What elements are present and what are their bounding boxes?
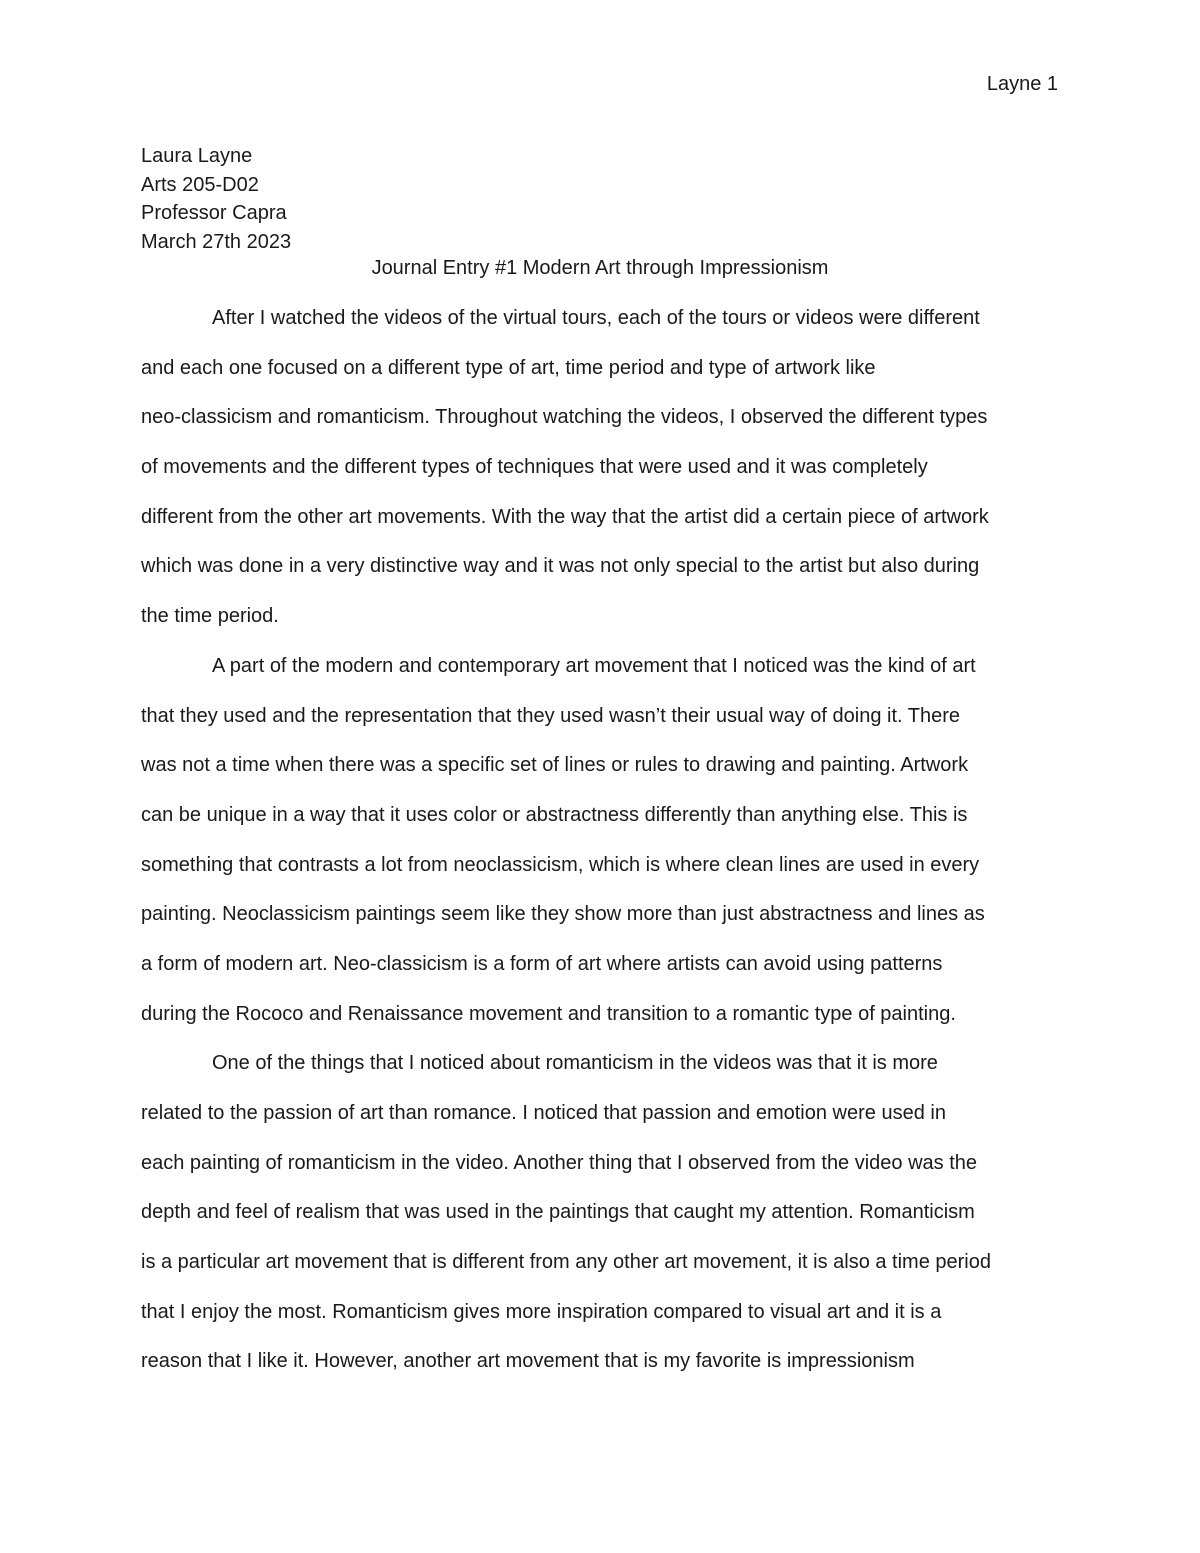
paragraph-1-line-3: neo-classicism and romanticism. Throughout watching the videos, I observed the different types xyxy=(141,406,988,429)
paragraph-2-line-4: can be unique in a way that it uses color or abstractness differently than anything else. This is xyxy=(141,803,968,826)
paragraph-2-line-6: painting. Neoclassicism paintings seem like they show more than just abstractness and lines as xyxy=(141,903,985,926)
paragraph-1-line-6: which was done in a very distinctive way and it was not only special to the artist but also during xyxy=(141,555,980,578)
course-name: Arts 205-D02 xyxy=(141,173,259,196)
paragraph-2-line-5: something that contrasts a lot from neoclassicism, which is where clean lines are used in every xyxy=(141,853,980,876)
paragraph-3-line-5: is a particular art movement that is different from any other art movement, it is also a time period xyxy=(141,1251,991,1274)
paragraph-2-line-3: was not a time when there was a specific set of lines or rules to drawing and painting. Artwork xyxy=(141,754,969,777)
professor-name: Professor Capra xyxy=(141,202,287,224)
body-text xyxy=(141,306,1141,1399)
paragraph-3-line-3: each painting of romanticism in the video. Another thing that I observed from the video was the xyxy=(141,1151,978,1174)
paragraph-3-line-7: reason that I like it. However, another art movement that is my favorite is impressionism xyxy=(141,1350,915,1373)
paragraph-2-line-2: that they used and the representation that they used wasn’t their usual way of doing it. There xyxy=(141,704,961,727)
running-head: Layne 1 xyxy=(986,73,1058,95)
paragraph-1-line-2: and each one focused on a different type of art, time period and type of artwork like xyxy=(141,356,876,379)
paragraph-1-line-7: the time period. xyxy=(141,605,279,628)
paragraph-1-line-1: After I watched the videos of the virtual tours, each of the tours or videos were different xyxy=(212,307,980,329)
paragraph-1-line-4: of movements and the different types of techniques that were used and it was completely xyxy=(141,456,928,479)
mla-heading-block xyxy=(141,142,291,256)
document-title: Journal Entry #1 Modern Art through Impressionism xyxy=(371,257,829,279)
student-name: Laura Layne xyxy=(141,145,253,167)
paragraph-3-line-2: related to the passion of art than romance. I noticed that passion and emotion were used in xyxy=(141,1102,946,1124)
paragraph-2-line-7: a form of modern art. Neo-classicism is a form of art where artists can avoid using patterns xyxy=(141,952,943,975)
paragraph-2-line-1: A part of the modern and contemporary art movement that I noticed was the kind of art xyxy=(212,654,976,677)
paragraph-3-line-4: depth and feel of realism that was used in the paintings that caught my attention. Romanticism xyxy=(141,1201,975,1224)
paragraph-3-line-6: that I enjoy the most. Romanticism gives more inspiration compared to visual art and it is a xyxy=(141,1300,942,1323)
paragraph-2-line-8: during the Rococo and Renaissance movement and transition to a romantic type of painting. xyxy=(141,1002,956,1025)
paragraph-3-line-1: One of the things that I noticed about romanticism in the videos was that it is more xyxy=(212,1052,938,1075)
date: March 27th 2023 xyxy=(141,230,292,253)
paragraph-1-line-5: different from the other art movements. With the way that the artist did a certain piece of artwork xyxy=(141,505,989,528)
